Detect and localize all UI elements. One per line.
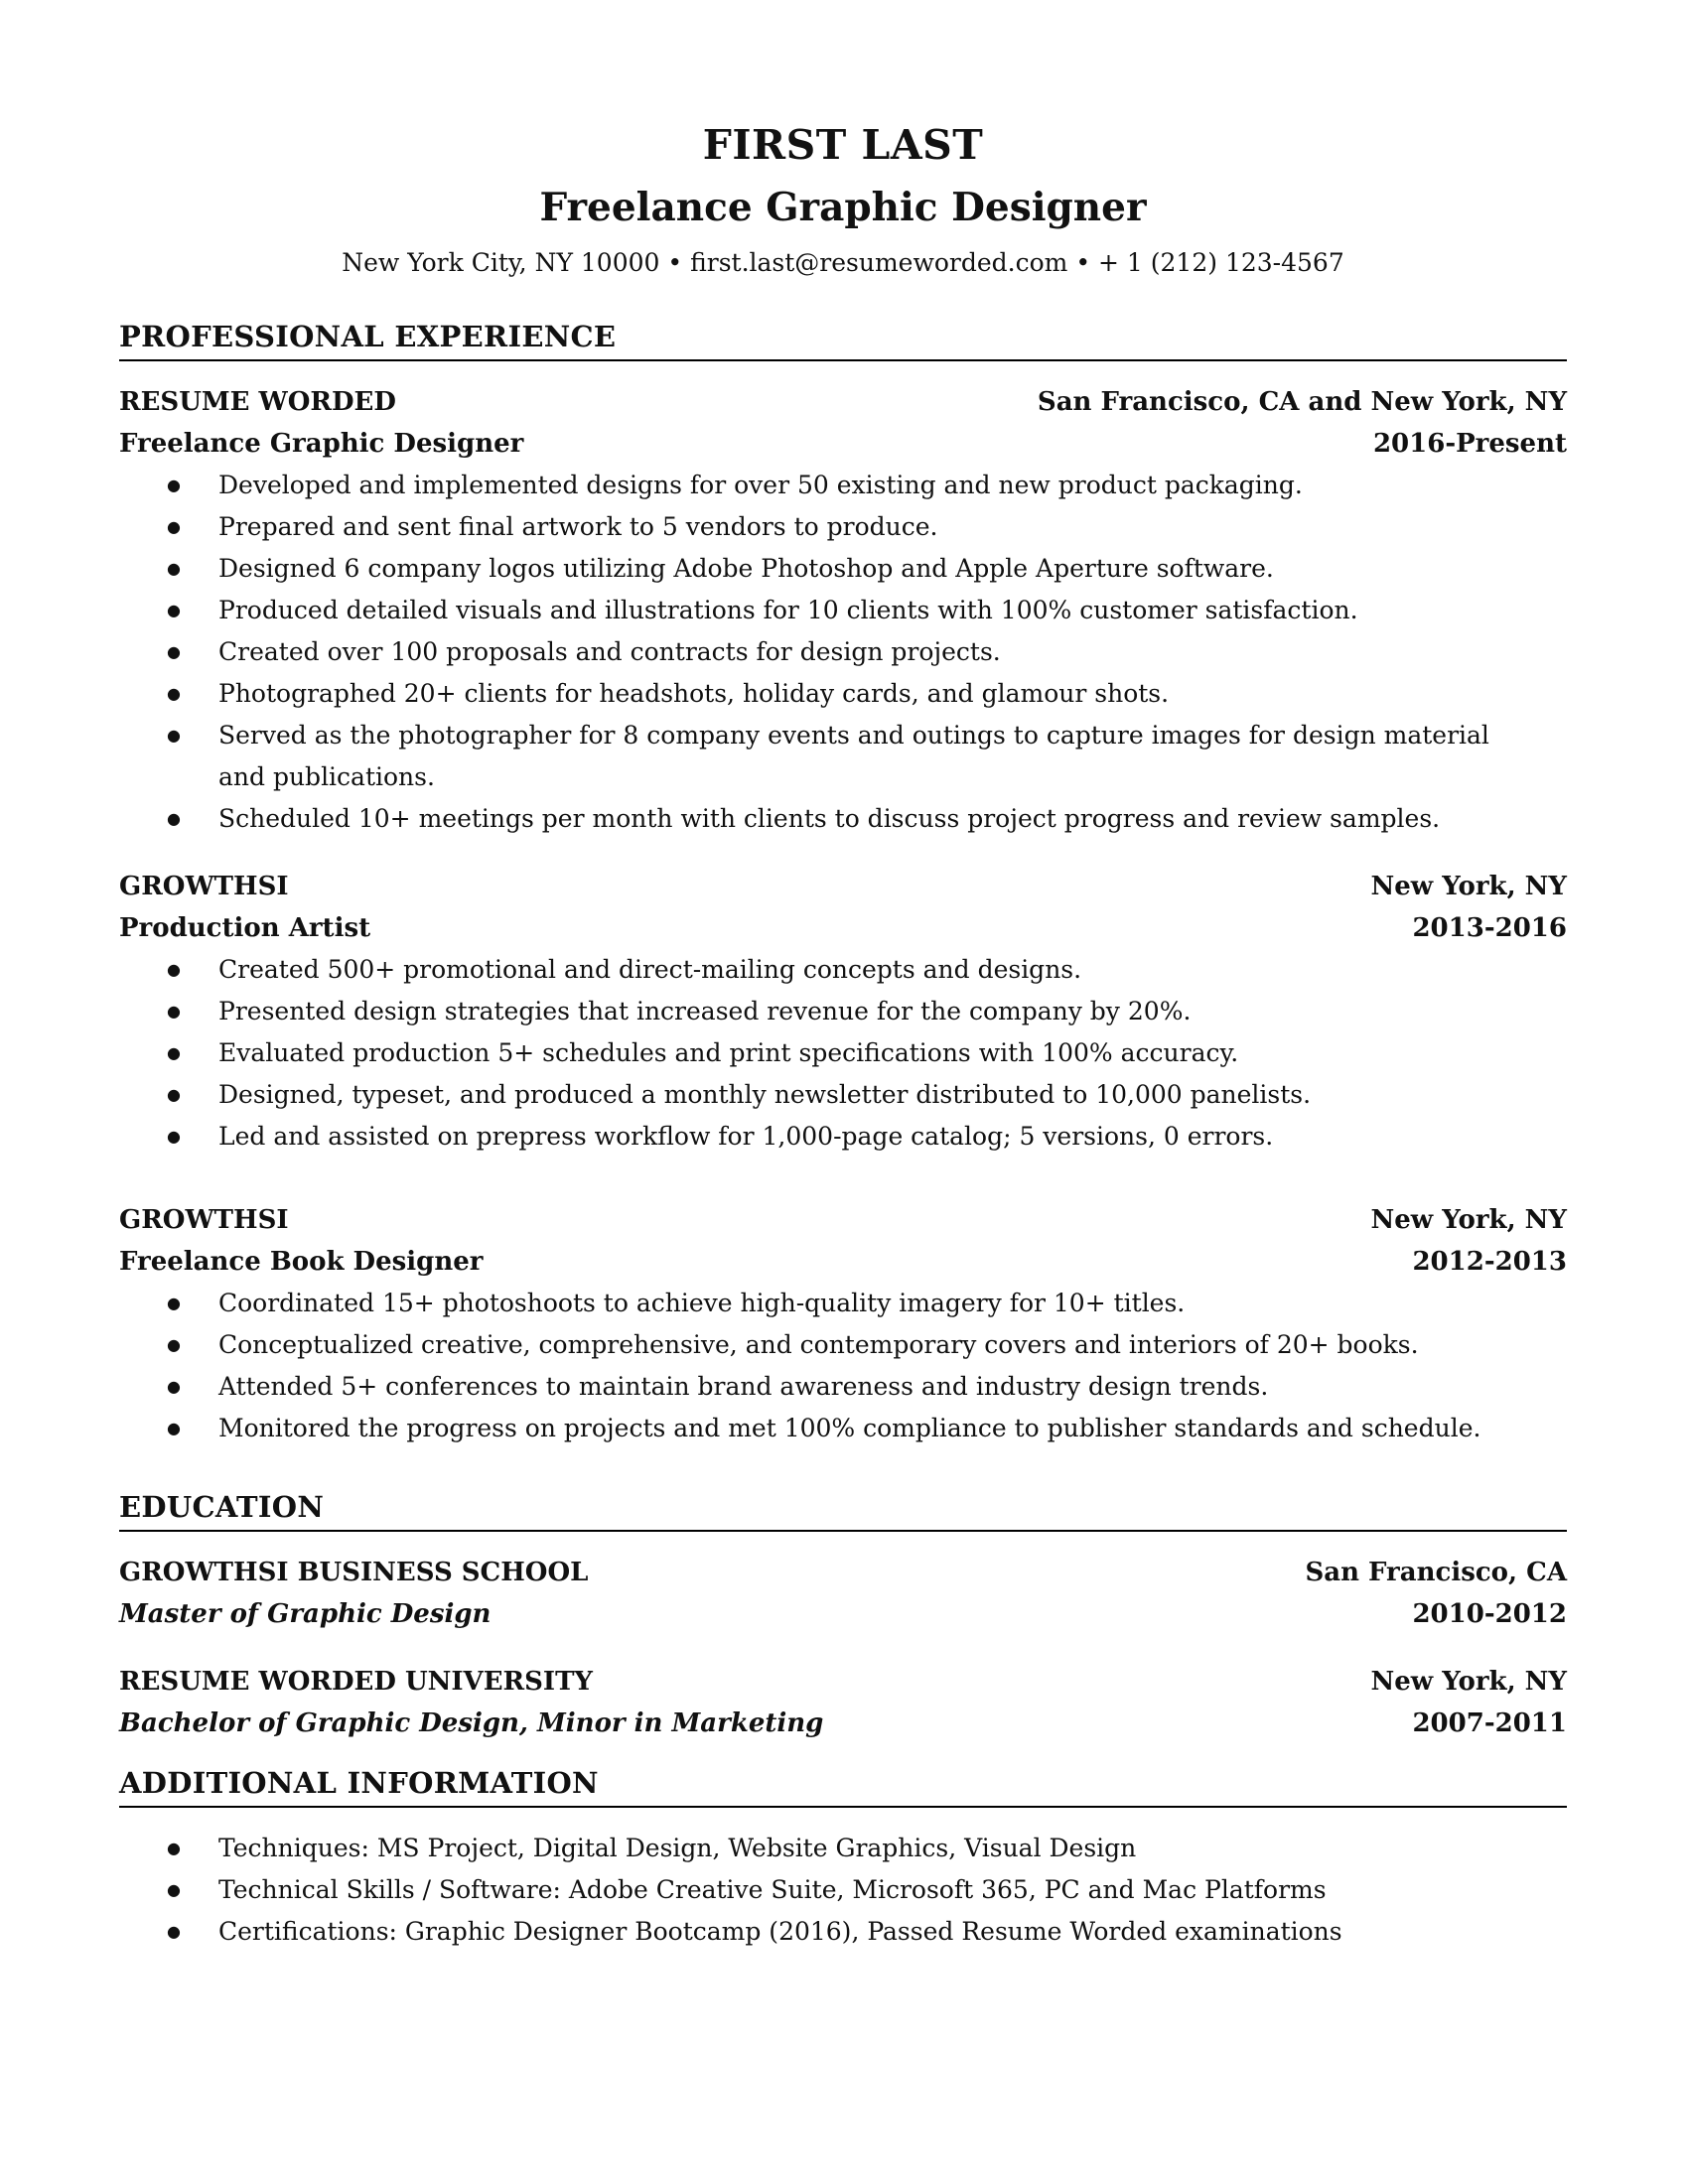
bullet-item: ● Presented design strategies that increased revenue for the company by 20%. [119,991,1567,1032]
bullet-item: ● Designed, typeset, and produced a monthly newsletter distributed to 10,000 panelists. [119,1074,1567,1116]
education-entry [119,1552,1567,1635]
section-title-additional: ADDITIONAL INFORMATION [119,1764,1567,1808]
job-dates: 2016-Present [1372,429,1567,459]
experience-section [119,318,1567,1449]
job-dates: 2012-2013 [1412,1247,1567,1277]
section-title-education: EDUCATION [119,1488,1567,1532]
job-bullets [119,1283,1567,1449]
job-role: Freelance Book Designer [119,1247,484,1277]
candidate-name: FIRST LAST [702,121,984,169]
company-name: GROWTHSI [119,872,289,901]
job-header-row [119,866,1567,907]
job-bullets [119,465,1567,840]
degree-dates: 2007-2011 [1412,1708,1567,1738]
bullet-item: ● Certifications: Graphic Designer Bootcamp (2016), Passed Resume Worded examinations [119,1911,1567,1953]
bullet-item: ● Techniques: MS Project, Digital Design, Website Graphics, Visual Design [119,1828,1567,1869]
school-name: GROWTHSI BUSINESS SCHOOL [119,1558,589,1587]
job-header-row [119,381,1567,423]
bullet-item: ● Produced detailed visuals and illustrations for 10 clients with 100% customer satisfaction. [119,590,1567,631]
candidate-headline: Freelance Graphic Designer [539,185,1147,230]
bullet-item: ● Coordinated 15+ photoshoots to achieve high-quality imagery for 10+ titles. [119,1283,1567,1324]
company-name: GROWTHSI [119,1205,289,1235]
job-location: New York, NY [1370,1205,1567,1235]
school-header-row [119,1661,1567,1703]
degree-name: Master of Graphic Design [119,1599,492,1629]
bullet-item: ● Led and assisted on prepress workflow for 1,000-page catalog; 5 versions, 0 errors. [119,1116,1567,1158]
contact-line: New York City, NY 10000 • first.last@resumeworded.com • + 1 (212) 123-4567 [342,248,1344,277]
bullet-item: ● Attended 5+ conferences to maintain brand awareness and industry design trends. [119,1366,1567,1408]
job-location: San Francisco, CA and New York, NY [1037,387,1567,417]
additional-bullets [119,1828,1567,1953]
job-dates: 2013-2016 [1412,913,1567,943]
job-entry [119,866,1567,1158]
school-name: RESUME WORDED UNIVERSITY [119,1667,593,1697]
bullet-item: ● Developed and implemented designs for over 50 existing and new product packaging. [119,465,1567,506]
school-location: San Francisco, CA [1305,1558,1567,1587]
section-title-experience: PROFESSIONAL EXPERIENCE [119,318,1567,361]
bullet-item: ● Evaluated production 5+ schedules and print specifications with 100% accuracy. [119,1032,1567,1074]
bullet-item: ● Technical Skills / Software: Adobe Creative Suite, Microsoft 365, PC and Mac Platforms [119,1869,1567,1911]
company-name: RESUME WORDED [119,387,396,417]
degree-row [119,1703,1567,1744]
job-role-row [119,907,1567,949]
education-entry [119,1661,1567,1744]
bullet-item: ● Served as the photographer for 8 company events and outings to capture images for design material and publications. [119,715,1567,798]
bullet-item: ● Created 500+ promotional and direct-mailing concepts and designs. [119,949,1567,991]
bullet-item: ● Monitored the progress on projects and met 100% compliance to publisher standards and schedule. [119,1408,1567,1449]
bullet-item: ● Prepared and sent final artwork to 5 vendors to produce. [119,506,1567,548]
education-section [119,1488,1567,1744]
job-bullets [119,949,1567,1158]
degree-dates: 2010-2012 [1412,1599,1567,1629]
bullet-item: ● Photographed 20+ clients for headshots, holiday cards, and glamour shots. [119,673,1567,715]
bullet-item: ● Designed 6 company logos utilizing Adobe Photoshop and Apple Aperture software. [119,548,1567,590]
degree-row [119,1593,1567,1635]
additional-section [119,1764,1567,1953]
job-role: Production Artist [119,913,371,943]
bullet-item: ● Scheduled 10+ meetings per month with clients to discuss project progress and review samples. [119,798,1567,840]
job-entry [119,1199,1567,1449]
school-location: New York, NY [1370,1667,1567,1697]
job-location: New York, NY [1370,872,1567,901]
job-role-row [119,423,1567,465]
degree-name: Bachelor of Graphic Design, Minor in Marketing [119,1708,824,1738]
job-role-row [119,1241,1567,1283]
bullet-item: ● Conceptualized creative, comprehensive, and contemporary covers and interiors of 20+ books. [119,1324,1567,1366]
school-header-row [119,1552,1567,1593]
job-header-row [119,1199,1567,1241]
job-entry [119,381,1567,840]
bullet-item: ● Created over 100 proposals and contracts for design projects. [119,631,1567,673]
job-role: Freelance Graphic Designer [119,429,524,459]
